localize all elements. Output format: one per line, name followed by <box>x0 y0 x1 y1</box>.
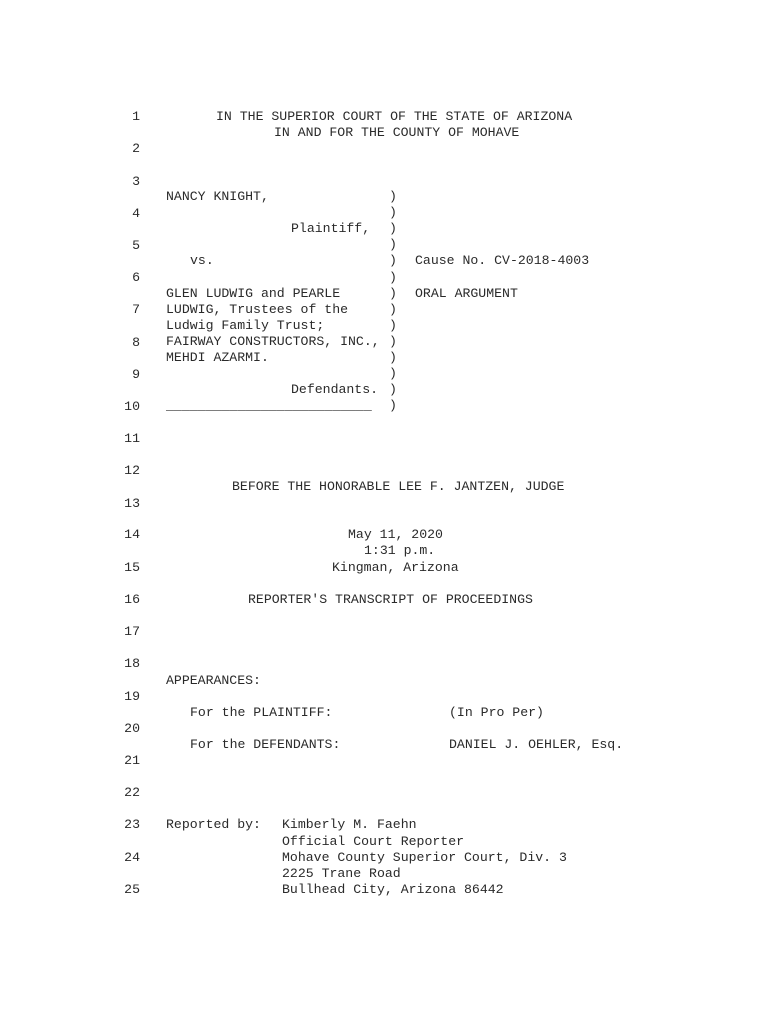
hearing-date: May 11, 2020 <box>348 527 443 542</box>
line-number: 15 <box>124 560 140 575</box>
defendant-line-5: MEHDI AZARMI. <box>166 350 269 365</box>
defendant-line-2: LUDWIG, Trustees of the <box>166 302 349 317</box>
line-number: 3 <box>132 174 140 189</box>
reporter-title: Official Court Reporter <box>282 834 465 849</box>
caption-paren: ) <box>389 253 397 269</box>
caption-paren: ) <box>389 301 397 317</box>
line-number: 17 <box>124 624 140 639</box>
line-number: 14 <box>124 527 140 542</box>
line-number: 7 <box>132 302 140 317</box>
line-number: 11 <box>124 431 140 446</box>
line-number: 24 <box>124 850 140 865</box>
caption-paren: ) <box>389 189 397 204</box>
line-number: 1 <box>132 109 140 124</box>
caption-paren: ) <box>389 350 397 365</box>
line-number: 4 <box>132 206 140 221</box>
reporter-name: Kimberly M. Faehn <box>282 817 417 832</box>
caption-paren: ) <box>389 221 397 237</box>
plaintiff-appearance-label: For the PLAINTIFF: <box>190 705 333 720</box>
caption-paren: ) <box>389 237 397 253</box>
caption-paren: ) <box>389 285 397 301</box>
reporter-city: Bullhead City, Arizona 86442 <box>282 882 504 897</box>
court-heading-line-1: IN THE SUPERIOR COURT OF THE STATE OF ARIZONA <box>216 109 573 124</box>
defendants-appearance-label: For the DEFENDANTS: <box>190 737 341 752</box>
reported-by-label: Reported by: <box>166 817 261 832</box>
caption-paren: ) <box>389 398 397 414</box>
line-number: 21 <box>124 753 140 768</box>
line-number: 18 <box>124 656 140 671</box>
caption-paren: ) <box>389 269 397 285</box>
line-number: 5 <box>132 238 140 253</box>
defendant-line-3: Ludwig Family Trust; <box>166 318 325 333</box>
line-number: 23 <box>124 817 140 832</box>
line-number: 22 <box>124 785 140 800</box>
defendant-line-4: FAIRWAY CONSTRUCTORS, INC., <box>166 334 380 349</box>
line-number: 10 <box>124 399 140 414</box>
versus-label: vs. <box>190 253 214 268</box>
caption-paren: ) <box>389 205 397 221</box>
caption-paren: ) <box>389 333 397 349</box>
line-number: 9 <box>132 367 140 382</box>
reporter-street: 2225 Trane Road <box>282 866 401 881</box>
caption-paren: ) <box>389 366 397 382</box>
before-judge: BEFORE THE HONORABLE LEE F. JANTZEN, JUDGE <box>232 479 565 494</box>
line-number: 6 <box>132 270 140 285</box>
line-number: 19 <box>124 689 140 704</box>
line-number: 20 <box>124 721 140 736</box>
line-number: 25 <box>124 882 140 897</box>
caption-paren: ) <box>389 317 397 333</box>
defendants-role: Defendants. <box>291 382 379 397</box>
reporter-court: Mohave County Superior Court, Div. 3 <box>282 850 567 865</box>
cause-number: Cause No. CV-2018-4003 <box>415 253 590 268</box>
defendants-appearance-value: DANIEL J. OEHLER, Esq. <box>449 737 624 752</box>
defendant-line-1: GLEN LUDWIG and PEARLE <box>166 286 341 301</box>
line-number: 12 <box>124 463 140 478</box>
court-heading-line-2: IN AND FOR THE COUNTY OF MOHAVE <box>274 125 520 140</box>
hearing-location: Kingman, Arizona <box>332 560 459 575</box>
plaintiff-name: NANCY KNIGHT, <box>166 189 269 204</box>
transcript-title: REPORTER'S TRANSCRIPT OF PROCEEDINGS <box>248 592 533 607</box>
proceeding-type: ORAL ARGUMENT <box>415 286 518 301</box>
caption-paren: ) <box>389 382 397 398</box>
appearances-heading: APPEARANCES: <box>166 673 261 688</box>
plaintiff-role: Plaintiff, <box>291 221 371 236</box>
caption-underline: __________________________ <box>166 398 372 413</box>
line-number: 13 <box>124 496 140 511</box>
hearing-time: 1:31 p.m. <box>364 543 436 558</box>
plaintiff-appearance-value: (In Pro Per) <box>449 705 544 720</box>
line-number: 8 <box>132 335 140 350</box>
line-number: 2 <box>132 141 140 156</box>
line-number: 16 <box>124 592 140 607</box>
